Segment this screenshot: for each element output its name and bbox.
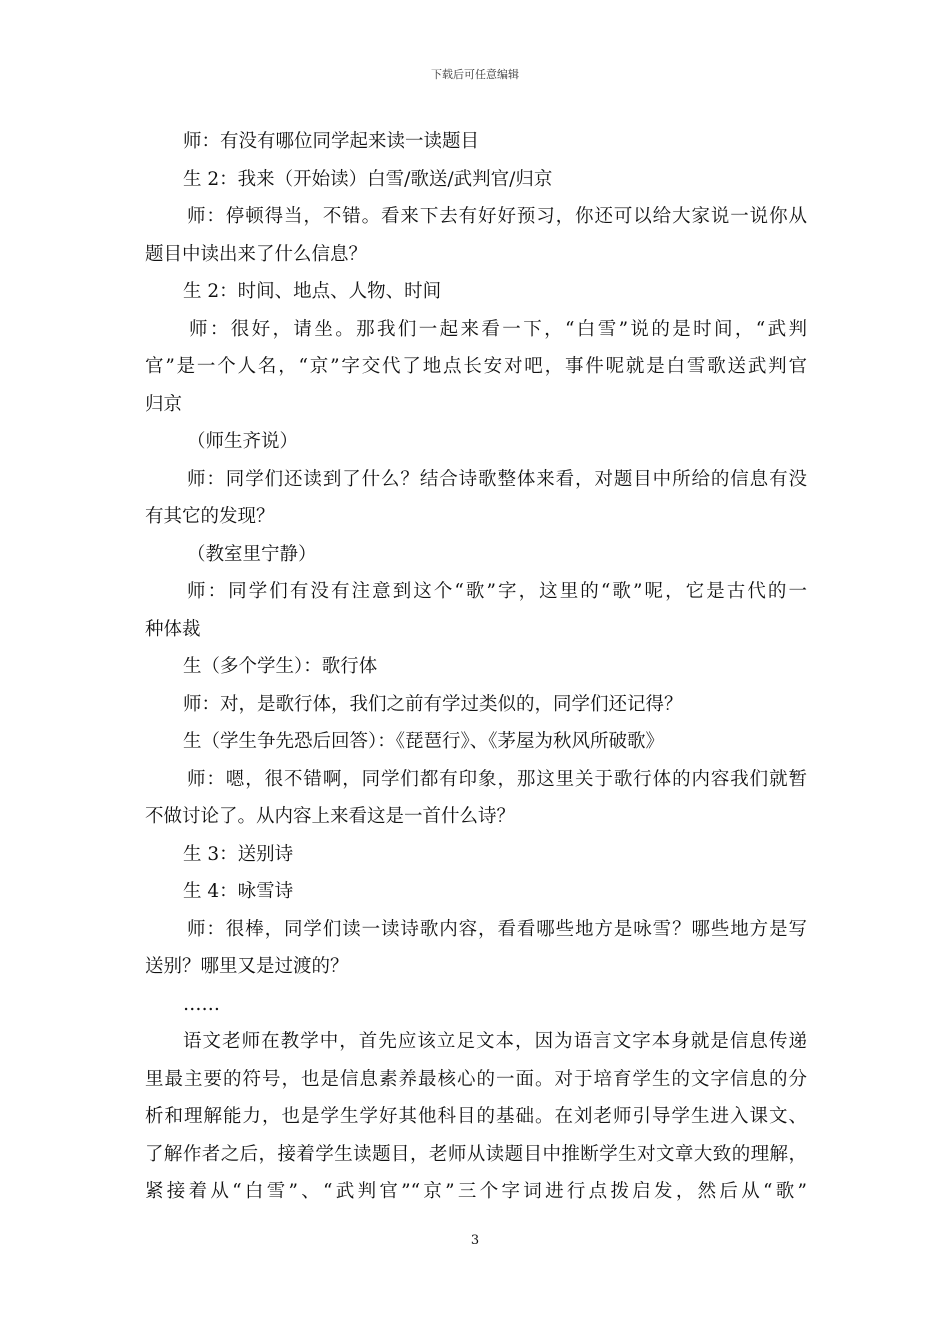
- dialogue-line: 生 4：咏雪诗: [183, 881, 294, 902]
- dialogue-line: 师：同学们有没有注意到这个“歌”字，这里的“歌”呢，它是古代的一: [187, 581, 807, 602]
- paragraph-line: 了解作者之后，接着学生读题目，老师从读题目中推断学生对文章大致的理解，: [145, 1143, 807, 1165]
- dialogue-line: 种体裁: [145, 618, 201, 640]
- dialogue-line: 师：有没有哪位同学起来读一读题目: [183, 131, 480, 152]
- document-body: [145, 123, 807, 1211]
- paragraph-line: 析和理解能力，也是学生学好其他科目的基础。在刘老师引导学生进入课文、: [145, 1106, 807, 1127]
- paragraph-line: 语文老师在教学中，首先应该立足文本，因为语言文字本身就是信息传递: [183, 1031, 807, 1052]
- dialogue-line: 师：很棒，同学们读一读诗歌内容，看看哪些地方是咏雪？哪些地方是写: [187, 918, 807, 940]
- stage-direction: （教室里宁静）: [187, 543, 317, 565]
- paragraph-line: 里最主要的符号，也是信息素养最核心的一面。对于培育学生的文字信息的分: [145, 1068, 807, 1090]
- stage-direction: （师生齐说）: [187, 431, 299, 452]
- page-header: 下载后可任意编辑: [431, 68, 519, 81]
- dialogue-line: 生 2：时间、地点、人物、时间: [183, 281, 442, 302]
- dialogue-line: 有其它的发现？: [145, 506, 275, 527]
- dialogue-line: 官”是一个人名，“京”字交代了地点长安对吧，事件呢就是白雪歌送武判官: [145, 356, 807, 377]
- dialogue-line: 生 2：我来（开始读）白雪/歌送/武判官/归京: [183, 168, 553, 190]
- dialogue-line: 师：嗯，很不错啊，同学们都有印象，那这里关于歌行体的内容我们就暂: [187, 768, 807, 790]
- dialogue-line: 题目中读出来了什么信息？: [145, 243, 368, 265]
- page-number: 3: [470, 1233, 480, 1248]
- dialogue-line: 师：同学们还读到了什么？结合诗歌整体来看，对题目中所给的信息有没: [187, 468, 807, 490]
- dialogue-line: 生 3：送别诗: [183, 843, 294, 865]
- dialogue-line: 归京: [145, 393, 183, 415]
- dialogue-line: 师：停顿得当，不错。看来下去有好好预习，你还可以给大家说一说你从: [187, 206, 807, 227]
- ellipsis: ……: [183, 993, 220, 1015]
- dialogue-line: 师：很好，请坐。那我们一起来看一下，“白雪”说的是时间，“武判: [189, 318, 807, 340]
- dialogue-line: 送别？哪里又是过渡的？: [145, 956, 349, 977]
- dialogue-line: 生（多个学生）：歌行体: [183, 656, 378, 677]
- dialogue-line: 不做讨论了。从内容上来看这是一首什么诗？: [145, 806, 516, 827]
- paragraph-line: 紧接着从“白雪”、“武判官”“京”三个字词进行点拨启发，然后从“歌”: [145, 1181, 807, 1202]
- dialogue-line: 生（学生争先恐后回答）：《琵琶行》、《茅屋为秋风所破歌》: [183, 731, 665, 752]
- dialogue-line: 师：对，是歌行体，我们之前有学过类似的，同学们还记得？: [183, 693, 683, 715]
